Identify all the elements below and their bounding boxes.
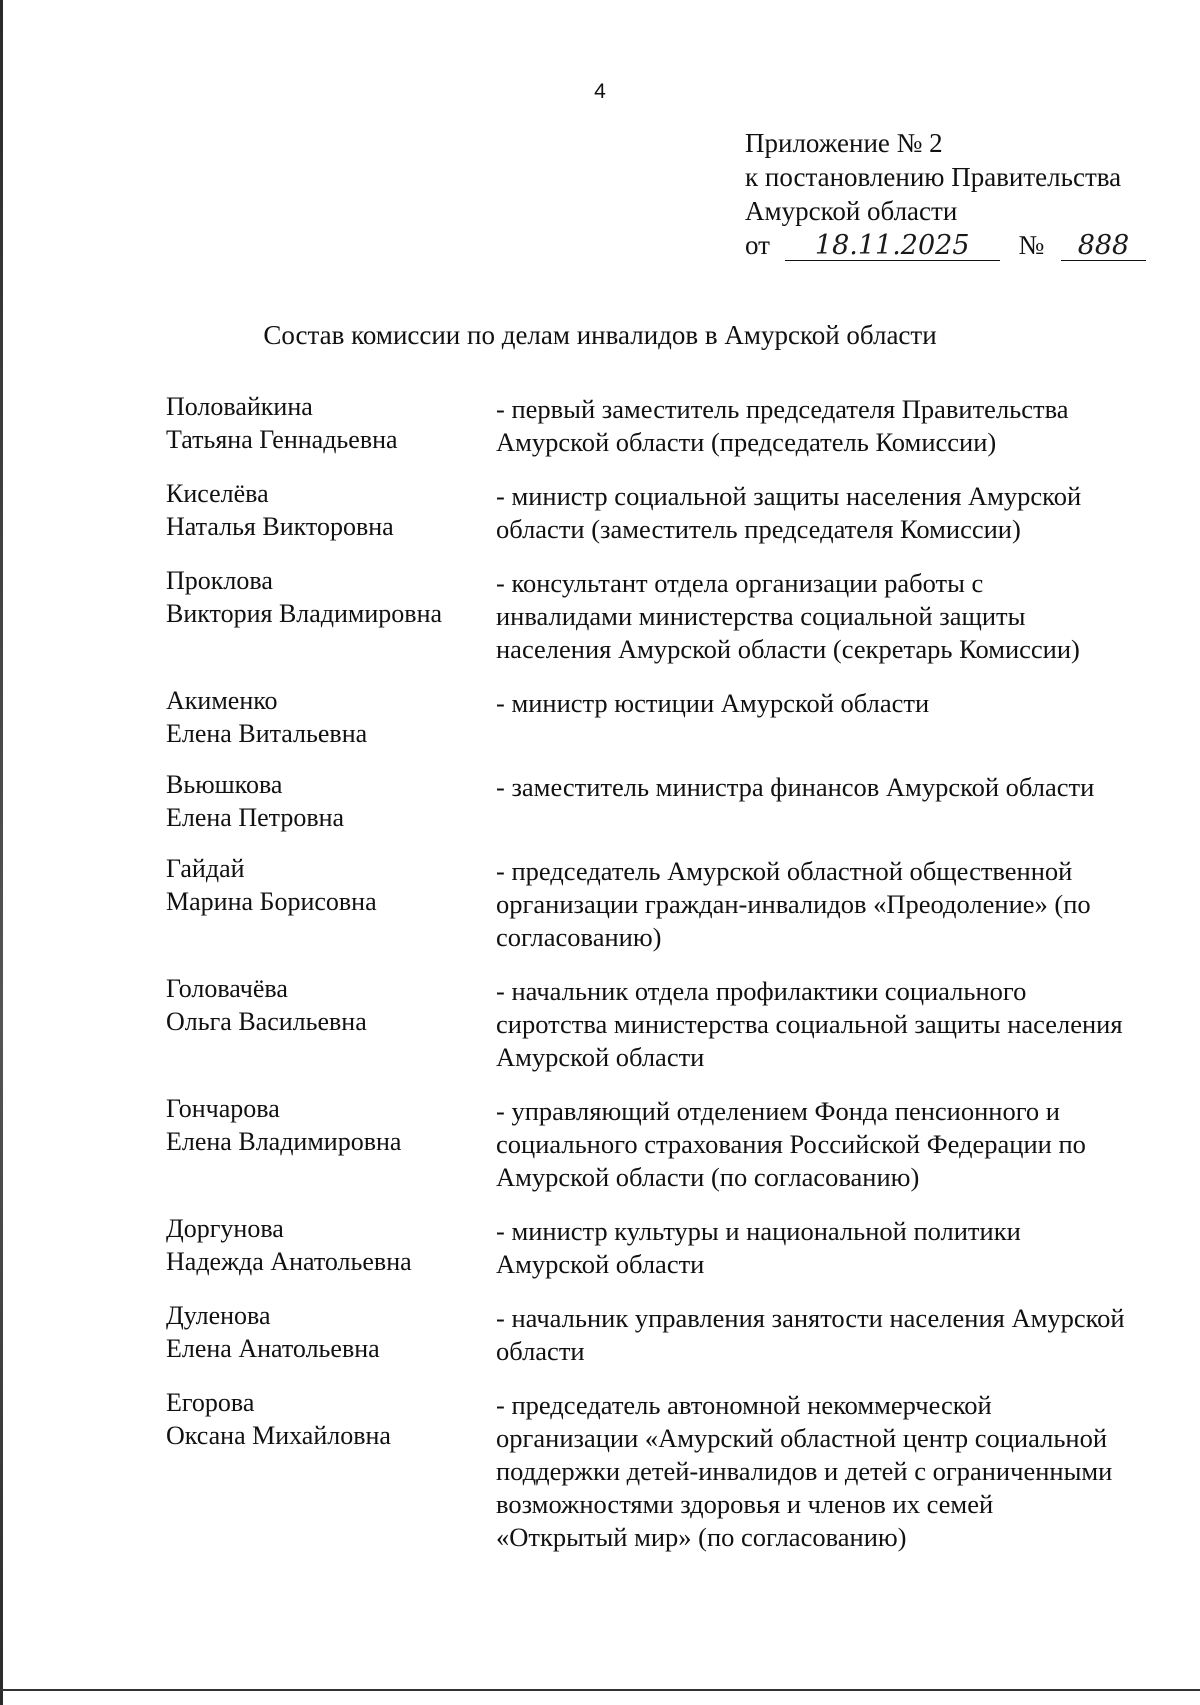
member-surname: Гончарова [166,1094,280,1123]
member-surname: Акименко [166,686,278,715]
page-number: 4 [594,80,606,103]
member-name [166,1299,496,1368]
member-row [166,684,1126,750]
member-name [166,390,496,459]
scan-left-edge [0,0,3,1705]
member-role: - первый заместитель председателя Правительства Амурской области (председатель Комиссии) [496,394,1069,457]
document-title: Состав комиссии по делам инвалидов в Амурской области [263,320,937,350]
member-surname: Проклова [166,566,273,595]
member-given-names: Надежда Анатольевна [166,1247,412,1276]
member-role: - начальник управления занятости населения Амурской области [496,1303,1125,1366]
member-row [166,852,1126,954]
member-given-names: Елена Анатольевна [166,1334,380,1363]
appendix-line-2: к постановлению Правительства [745,162,1122,192]
member-surname: Егорова [166,1388,255,1417]
member-name [166,684,496,750]
member-given-names: Елена Витальевна [166,719,368,748]
member-row [166,768,1126,834]
member-row [166,477,1126,546]
member-row [166,1386,1126,1554]
appendix-line-1: Приложение № 2 [745,128,943,158]
member-surname: Дуленова [166,1301,271,1330]
member-role: - министр юстиции Амурской области [496,688,930,718]
member-name [166,1386,496,1554]
member-name [166,1092,496,1194]
appendix-line-3: Амурской области [745,196,958,226]
member-given-names: Оксана Михайловна [166,1421,391,1450]
member-given-names: Татьяна Геннадьевна [166,425,398,454]
member-row [166,1299,1126,1368]
members-list [166,390,1126,1572]
member-role: - министр культуры и национальной политики Амурской области [496,1216,1021,1279]
number-label: № [1018,230,1045,260]
member-row [166,564,1126,666]
member-role: - управляющий отделением Фонда пенсионного и социального страхования Российской Федерации по Амурской области (по согласованию) [496,1096,1086,1192]
member-role: - председатель Амурской областной общественной организации граждан-инвалидов «Преодоление» (по согласованию) [496,856,1091,952]
member-surname: Головачёва [166,974,288,1003]
handwritten-number: 888 [1061,229,1146,263]
member-name [166,852,496,954]
member-row [166,1092,1126,1194]
member-role: - консультант отдела организации работы с инвалидами министерства социальной защиты населения Амурской области (секретарь Комиссии) [496,568,1080,664]
member-name [166,1212,496,1281]
member-name [166,972,496,1074]
handwritten-date: 18.11.2025 [785,229,1000,263]
member-given-names: Елена Владимировна [166,1127,402,1156]
member-given-names: Ольга Васильевна [166,1007,367,1036]
member-surname: Вьюшкова [166,770,283,799]
scan-bottom-edge [0,1689,1200,1691]
member-name [166,768,496,834]
member-name [166,564,496,666]
from-label: от [745,230,770,260]
member-given-names: Марина Борисовна [166,887,377,916]
appendix-block [745,126,1146,263]
appendix-date-row [745,228,1146,263]
member-name [166,477,496,546]
member-role: - министр социальной защиты населения Амурской области (заместитель председателя Комиссии) [496,481,1082,544]
member-row [166,390,1126,459]
member-role: - председатель автономной некоммерческой организации «Амурский областной центр социальной поддержки детей-инвалидов и детей с ограниченными возможностями здоровья и членов их семей «Открытый мир» (по согласованию) [496,1390,1113,1552]
member-surname: Доргунова [166,1214,284,1243]
member-given-names: Виктория Владимировна [166,599,443,628]
member-role: - начальник отдела профилактики социального сиротства министерства социальной защиты населения Амурской области [496,976,1123,1072]
member-role: - заместитель министра финансов Амурской области [496,772,1095,802]
member-given-names: Елена Петровна [166,803,345,832]
member-row [166,972,1126,1074]
member-surname: Киселёва [166,479,269,508]
member-surname: Гайдай [166,854,245,883]
member-row [166,1212,1126,1281]
member-surname: Половайкина [166,392,313,421]
member-given-names: Наталья Викторовна [166,512,394,541]
